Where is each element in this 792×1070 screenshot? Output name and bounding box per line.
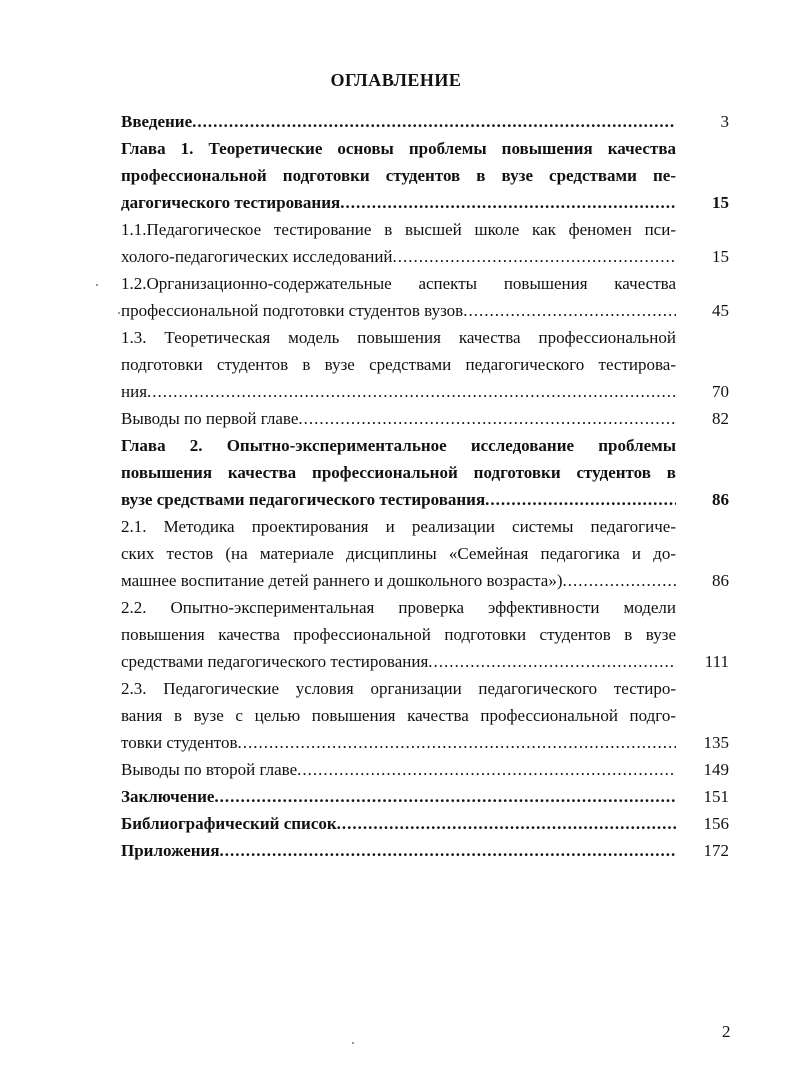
toc-entry-line: 1.3. Теоретическая модель повышения качества профессиональной <box>121 328 676 347</box>
toc-entry-text: Введение <box>121 112 193 131</box>
leader-dots <box>298 405 676 432</box>
toc-entry-section-2-2 <box>121 594 729 675</box>
leader-dots <box>192 108 676 135</box>
toc-entry-line: Глава 1. Теоретические основы проблемы повышения качества <box>121 139 676 158</box>
toc-page-number: 149 <box>703 760 729 779</box>
toc-entry-conclusions-2 <box>121 756 729 783</box>
toc-entry-line: подготовки студентов в вузе средствами педагогического тестирова- <box>121 355 676 374</box>
toc-page-number: 135 <box>703 733 729 752</box>
toc-page-number: 15 <box>712 193 729 212</box>
toc-entry-line: профессиональной подготовки студентов в вузе средствами пе- <box>121 166 676 185</box>
toc-entry-conclusion <box>121 783 729 810</box>
page-title: ОГЛАВЛЕНИЕ <box>330 70 462 90</box>
toc-page-number: 156 <box>703 814 729 833</box>
toc-entry-line: вания в вузе с целью повышения качества профессиональной подго- <box>121 706 676 725</box>
leader-dots <box>297 756 676 783</box>
toc-page-number: 15 <box>712 247 729 266</box>
leader-dots <box>147 378 676 405</box>
toc-page-number: 3 <box>720 112 729 131</box>
toc-entry-section-1-2 <box>121 270 729 324</box>
toc-entry-section-1-3 <box>121 324 729 405</box>
leader-dots <box>393 243 676 270</box>
toc-entry-line: машнее воспитание детей раннего и дошкольного возраста») <box>121 571 563 590</box>
leader-dots <box>485 486 676 513</box>
toc-entry-chapter-2 <box>121 432 729 513</box>
toc-entry-line: товки студентов <box>121 733 238 752</box>
toc-entry-text: Приложения <box>121 841 220 860</box>
toc-page-number: 111 <box>704 652 729 671</box>
toc-entry-appendices <box>121 837 729 864</box>
toc-entry-chapter-1 <box>121 135 729 216</box>
toc-page-number: 45 <box>712 301 729 320</box>
leader-dots <box>563 567 676 594</box>
toc-entry-text: Библиографический список <box>121 814 337 833</box>
toc-entry-line: профессиональной подготовки студентов вузов <box>121 301 464 320</box>
leader-dots <box>428 648 676 675</box>
leader-dots <box>463 297 676 324</box>
toc-entry-line: средствами педагогического тестирования <box>121 652 429 671</box>
toc-entry-line: ских тестов (на материале дисциплины «Семейная педагогика и до- <box>121 544 676 563</box>
toc-page-number: 70 <box>712 382 729 401</box>
toc-entry-text: Выводы по второй главе <box>121 760 298 779</box>
toc-entry-line: Глава 2. Опытно-экспериментальное исследование проблемы <box>121 436 676 455</box>
toc-page-number: 86 <box>712 490 729 509</box>
toc-entry-line: холого-педагогических исследований <box>121 247 393 266</box>
scan-speck <box>352 1042 354 1044</box>
toc-entry-line: 2.2. Опытно-экспериментальная проверка эффективности модели <box>121 598 676 617</box>
leader-dots <box>214 783 676 810</box>
toc-entry-line: ния <box>121 382 148 401</box>
toc-page-number: 86 <box>712 571 729 590</box>
toc-entry-line: повышения качества профессиональной подготовки студентов в вузе <box>121 625 676 644</box>
toc-entry-section-2-3 <box>121 675 729 756</box>
toc-entry-intro <box>121 108 729 135</box>
toc-entry-section-1-1 <box>121 216 729 270</box>
scan-speck <box>96 284 98 286</box>
toc-entry-line: 2.3. Педагогические условия организации педагогического тестиро- <box>121 679 676 698</box>
toc-page-number: 151 <box>703 787 729 806</box>
leader-dots <box>220 837 676 864</box>
toc-entry-line: 1.1.Педагогическое тестирование в высшей школе как феномен пси- <box>121 220 676 239</box>
toc-page-number: 172 <box>703 841 729 860</box>
leader-dots <box>337 810 676 837</box>
leader-dots <box>340 189 676 216</box>
toc-entry-line: повышения качества профессиональной подготовки студентов в <box>121 463 676 482</box>
page-number: 2 <box>722 1022 731 1041</box>
scan-speck <box>118 312 120 314</box>
leader-dots <box>238 729 676 756</box>
toc-entry-text: Выводы по первой главе <box>121 409 299 428</box>
toc-entry-line: 1.2.Организационно-содержательные аспекты повышения качества <box>121 274 676 293</box>
toc-entry-line: дагогического тестирования <box>121 193 341 212</box>
toc-entry-line: 2.1. Методика проектирования и реализации системы педагогиче- <box>121 517 676 536</box>
table-of-contents <box>121 108 729 864</box>
toc-entry-section-2-1 <box>121 513 729 594</box>
toc-entry-line: вузе средствами педагогического тестирования <box>121 490 486 509</box>
toc-entry-text: Заключение <box>121 787 215 806</box>
toc-entry-conclusions-1 <box>121 405 729 432</box>
toc-entry-bibliography <box>121 810 729 837</box>
toc-page-number: 82 <box>712 409 729 428</box>
